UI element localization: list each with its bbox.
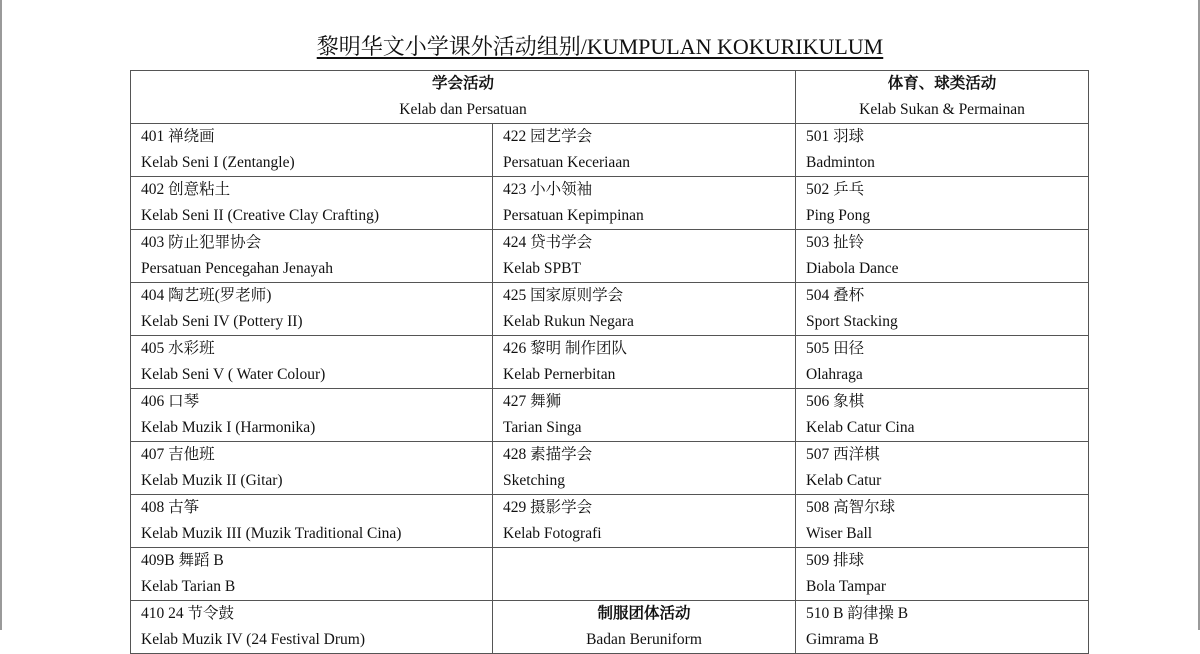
table-cell (131, 601, 493, 654)
cell-zh: 503 扯铃 (806, 234, 865, 251)
table-cell (131, 230, 493, 283)
table-cell (493, 283, 796, 336)
table-cell (796, 283, 1089, 336)
table-row (131, 177, 1089, 230)
table-cell (493, 442, 796, 495)
header-sports (796, 71, 1089, 124)
table-row (131, 124, 1089, 177)
table-cell (493, 389, 796, 442)
table-row (131, 495, 1089, 548)
cell-zh: 504 叠杯 (806, 287, 865, 304)
cell-en: Persatuan Kepimpinan (503, 207, 644, 224)
header-society-en: Kelab dan Persatuan (399, 101, 527, 118)
cell-en: Persatuan Keceriaan (503, 154, 630, 171)
cell-en: Kelab SPBT (503, 260, 581, 277)
table-cell (796, 124, 1089, 177)
cell-en: Kelab Muzik II (Gitar) (141, 472, 283, 489)
table-cell (796, 177, 1089, 230)
cell-en: Badminton (806, 154, 875, 171)
cell-en: Sport Stacking (806, 313, 898, 330)
cell-zh: 410 24 节令鼓 (141, 605, 235, 622)
cell-en: Gimrama B (806, 631, 879, 648)
table-cell (796, 389, 1089, 442)
header-society-zh: 学会活动 (431, 75, 494, 92)
table-cell (131, 495, 493, 548)
table-cell (493, 177, 796, 230)
cell-zh: 506 象棋 (806, 393, 865, 410)
cell-zh: 507 西洋棋 (806, 446, 880, 463)
cell-en: Kelab Pernerbitan (503, 366, 616, 383)
table-cell (493, 495, 796, 548)
cell-zh: 510 B 韵律操 B (806, 605, 909, 622)
cell-en: Kelab Rukun Negara (503, 313, 634, 330)
table-cell (131, 548, 493, 601)
table-row (131, 442, 1089, 495)
cell-zh: 502 乒乓 (806, 181, 865, 198)
cell-zh: 401 禅绕画 (141, 128, 215, 145)
table-cell-empty (493, 548, 796, 601)
table-cell (131, 177, 493, 230)
table-cell (796, 442, 1089, 495)
table-row (131, 283, 1089, 336)
cell-en: Kelab Catur Cina (806, 419, 915, 436)
cell-en: Kelab Fotografi (503, 525, 602, 542)
document-title: 黎明华文小学课外活动组别/KUMPULAN KOKURIKULUM (316, 34, 884, 59)
cell-zh: 409B 舞蹈 B (141, 552, 224, 569)
cell-zh: 422 园艺学会 (503, 128, 593, 145)
cell-en: Diabola Dance (806, 260, 899, 277)
cell-en: Kelab Seni IV (Pottery II) (141, 313, 303, 330)
table-cell (131, 442, 493, 495)
table-row (131, 336, 1089, 389)
table-row (131, 389, 1089, 442)
cell-en: Persatuan Pencegahan Jenayah (141, 260, 333, 277)
table-cell (796, 336, 1089, 389)
cell-zh: 509 排球 (806, 552, 865, 569)
page-edge-left (0, 0, 2, 630)
cell-en: Sketching (503, 472, 565, 489)
cell-zh: 402 创意粘土 (141, 181, 231, 198)
table-cell (131, 336, 493, 389)
table-cell (796, 548, 1089, 601)
table-row (131, 230, 1089, 283)
cell-zh: 508 高智尔球 (806, 499, 896, 516)
table-header-row (131, 71, 1089, 124)
cell-en: Bola Tampar (806, 578, 886, 595)
cell-zh: 429 摄影学会 (503, 499, 593, 516)
cell-en: Kelab Muzik I (Harmonika) (141, 419, 316, 436)
uniform-group-heading (493, 601, 796, 654)
header-sports-zh: 体育、球类活动 (887, 75, 997, 92)
cell-zh: 501 羽球 (806, 128, 865, 145)
table-cell (796, 230, 1089, 283)
cell-en: Ping Pong (806, 207, 871, 224)
cell-en: Kelab Seni II (Creative Clay Crafting) (141, 207, 380, 224)
cell-en: Olahraga (806, 366, 863, 383)
table-cell (131, 389, 493, 442)
cell-en: Kelab Catur (806, 472, 882, 489)
cell-en: Kelab Muzik III (Muzik Traditional Cina) (141, 525, 402, 542)
header-society (131, 71, 796, 124)
cell-zh: 404 陶艺班(罗老师) (141, 287, 272, 304)
table-cell (131, 283, 493, 336)
table-row (131, 548, 1089, 601)
cell-zh: 425 国家原则学会 (503, 287, 624, 304)
cell-zh (503, 548, 785, 574)
table-cell (131, 124, 493, 177)
cell-zh: 426 黎明 制作团队 (503, 340, 628, 357)
cell-zh: 427 舞狮 (503, 393, 562, 410)
cell-en: Wiser Ball (806, 525, 873, 542)
cell-en: Kelab Muzik IV (24 Festival Drum) (141, 631, 365, 648)
table-cell (796, 601, 1089, 654)
table-cell (796, 495, 1089, 548)
table-cell (493, 124, 796, 177)
cell-zh: 407 吉他班 (141, 446, 215, 463)
cell-zh: 505 田径 (806, 340, 865, 357)
cell-zh: 403 防止犯罪协会 (141, 234, 262, 251)
cell-en: Kelab Seni V ( Water Colour) (141, 366, 326, 383)
cell-en: Tarian Singa (503, 419, 582, 436)
cell-zh: 428 素描学会 (503, 446, 593, 463)
cell-zh: 423 小小领袖 (503, 181, 593, 198)
cell-zh: 424 贷书学会 (503, 234, 593, 251)
cell-en: Kelab Tarian B (141, 578, 236, 595)
table-cell (493, 230, 796, 283)
cell-zh: 406 口琴 (141, 393, 200, 410)
header-sports-en: Kelab Sukan & Permainan (859, 101, 1025, 118)
cell-zh: 408 古筝 (141, 499, 200, 516)
cell-zh: 405 水彩班 (141, 340, 215, 357)
table-cell (493, 336, 796, 389)
cocurriculum-table (130, 70, 1089, 654)
uniform-heading-zh: 制服团体活动 (597, 605, 691, 622)
cell-en: Kelab Seni I (Zentangle) (141, 154, 295, 171)
table-row (131, 601, 1089, 654)
uniform-heading-en: Badan Beruniform (586, 631, 702, 648)
cell-en (503, 574, 785, 600)
